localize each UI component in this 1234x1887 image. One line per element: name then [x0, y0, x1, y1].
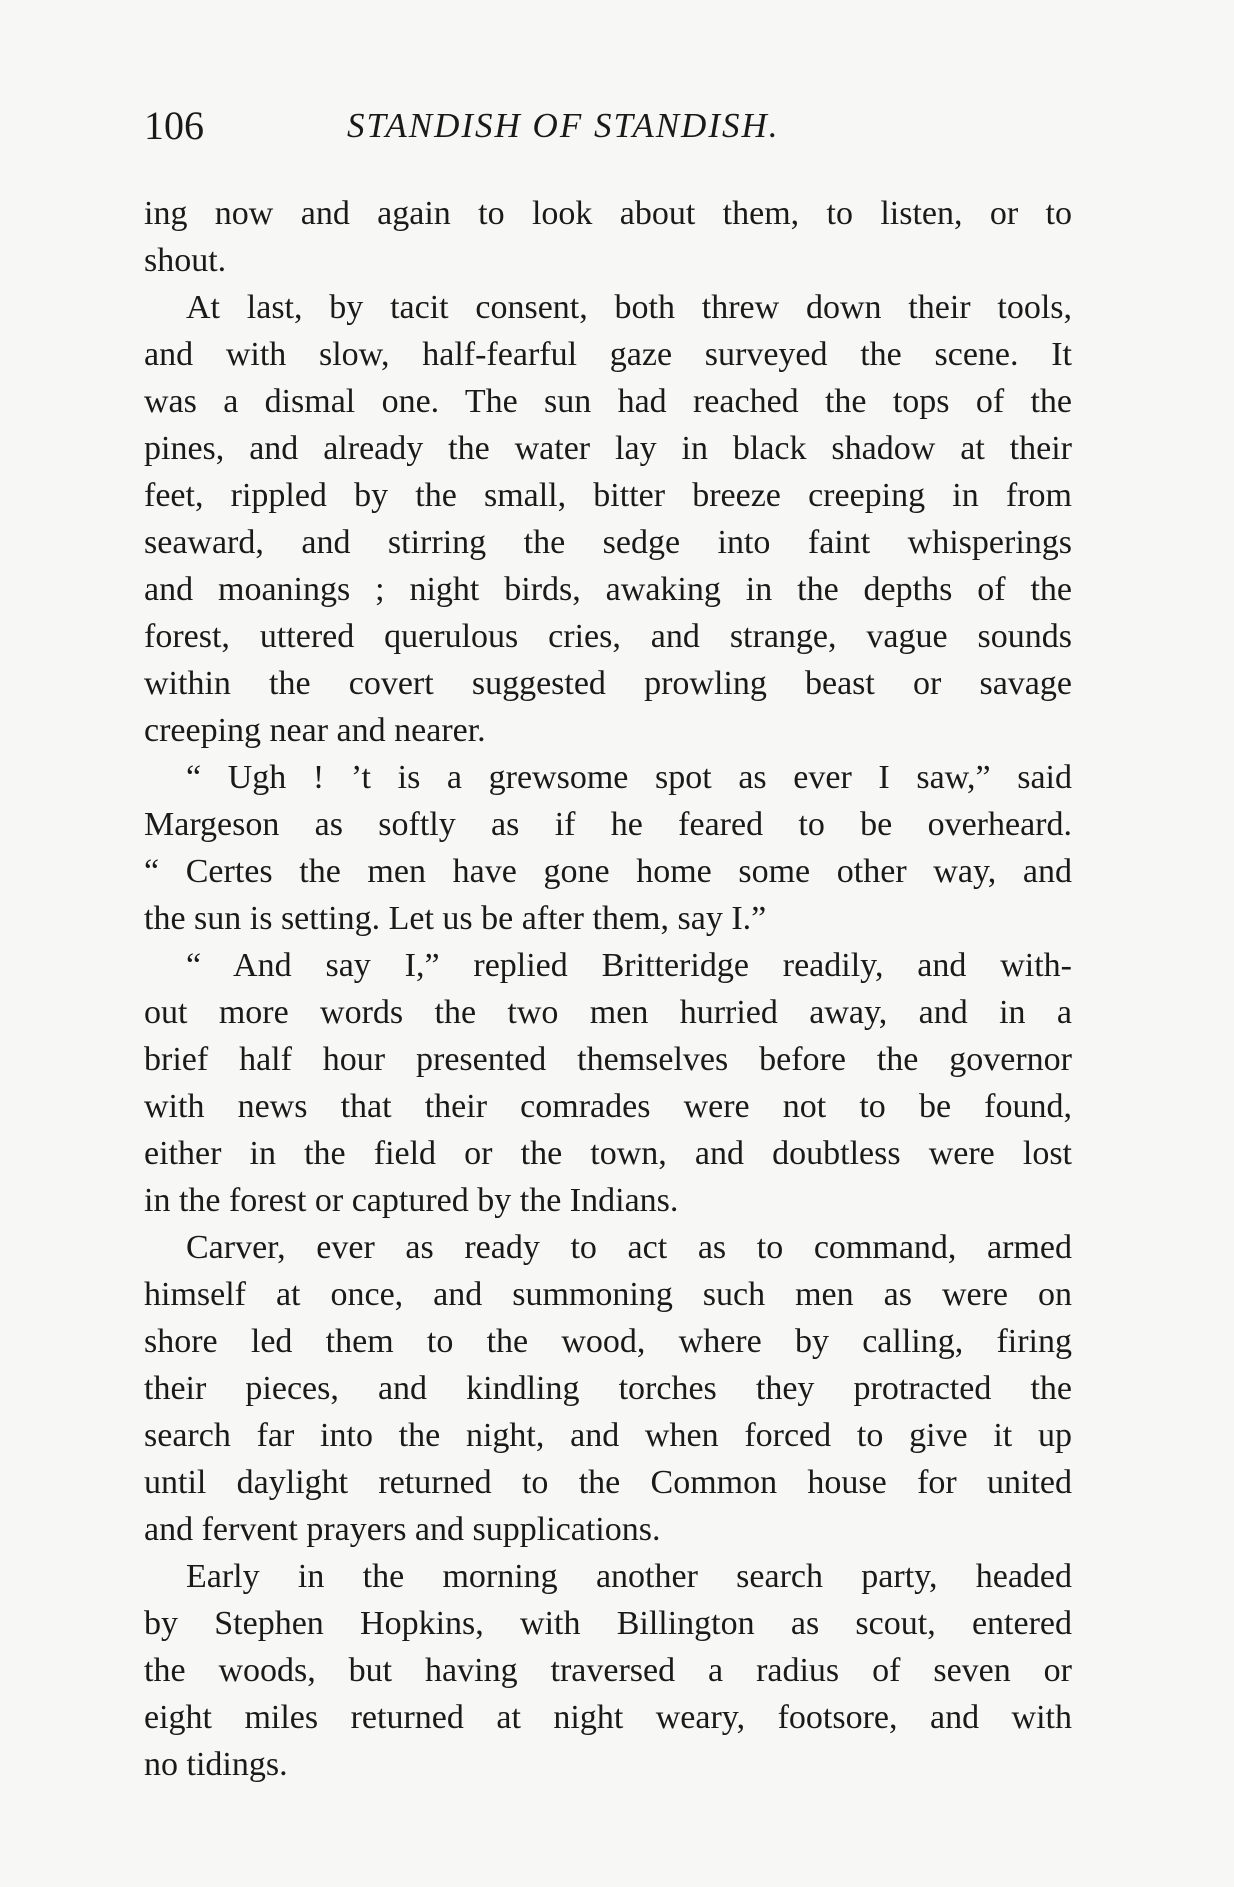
body-text — [144, 190, 1072, 1788]
text-line: forest, uttered querulous cries, and strange, vague sounds — [144, 618, 1072, 655]
text-line: brief half hour presented themselves before the governor — [144, 1041, 1072, 1078]
text-line: their pieces, and kindling torches they protracted the — [144, 1370, 1072, 1407]
text-line: At last, by tacit consent, both threw down their tools, — [186, 289, 1072, 326]
text-line: and with slow, half-fearful gaze surveyed the scene. It — [144, 336, 1072, 373]
text-line: seaward, and stirring the sedge into faint whisperings — [144, 524, 1072, 561]
text-line: eight miles returned at night weary, footsore, and with — [144, 1699, 1072, 1736]
text-line: “ Certes the men have gone home some other way, and — [144, 853, 1072, 890]
text-line: ing now and again to look about them, to listen, or to — [144, 195, 1072, 232]
text-line: shout. — [144, 242, 227, 279]
text-line: “ And say I,” replied Britteridge readily, and with- — [186, 947, 1072, 984]
page-number: 106 — [144, 103, 204, 148]
running-head — [144, 96, 1074, 156]
text-line: shore led them to the wood, where by calling, firing — [144, 1323, 1072, 1360]
running-title: STANDISH OF STANDISH. — [347, 106, 780, 145]
text-line: Early in the morning another search party, headed — [186, 1558, 1072, 1595]
text-line: until daylight returned to the Common house for united — [144, 1464, 1072, 1501]
text-line: search far into the night, and when forced to give it up — [144, 1417, 1072, 1454]
text-line: himself at once, and summoning such men as were on — [144, 1276, 1072, 1313]
text-line: with news that their comrades were not to be found, — [144, 1088, 1072, 1125]
text-line: pines, and already the water lay in black shadow at their — [144, 430, 1072, 467]
text-line: creeping near and nearer. — [144, 712, 486, 749]
text-line: was a dismal one. The sun had reached the tops of the — [144, 383, 1072, 420]
text-line: and fervent prayers and supplications. — [144, 1511, 661, 1548]
text-line: in the forest or captured by the Indians. — [144, 1182, 679, 1219]
text-line: within the covert suggested prowling beast or savage — [144, 665, 1072, 702]
text-line: out more words the two men hurried away, and in a — [144, 994, 1072, 1031]
text-line: and moanings ; night birds, awaking in the depths of the — [144, 571, 1072, 608]
text-line: either in the field or the town, and doubtless were lost — [144, 1135, 1072, 1172]
text-line: the sun is setting. Let us be after them, say I.” — [144, 900, 767, 937]
text-line: Margeson as softly as if he feared to be overheard. — [144, 806, 1072, 843]
text-line: “ Ugh ! ’t is a grewsome spot as ever I saw,” said — [186, 759, 1072, 796]
text-line: Carver, ever as ready to act as to command, armed — [186, 1229, 1072, 1266]
text-line: the woods, but having traversed a radius of seven or — [144, 1652, 1072, 1689]
text-line: by Stephen Hopkins, with Billington as scout, entered — [144, 1605, 1072, 1642]
text-line: no tidings. — [144, 1746, 288, 1783]
text-line: feet, rippled by the small, bitter breeze creeping in from — [144, 477, 1072, 514]
